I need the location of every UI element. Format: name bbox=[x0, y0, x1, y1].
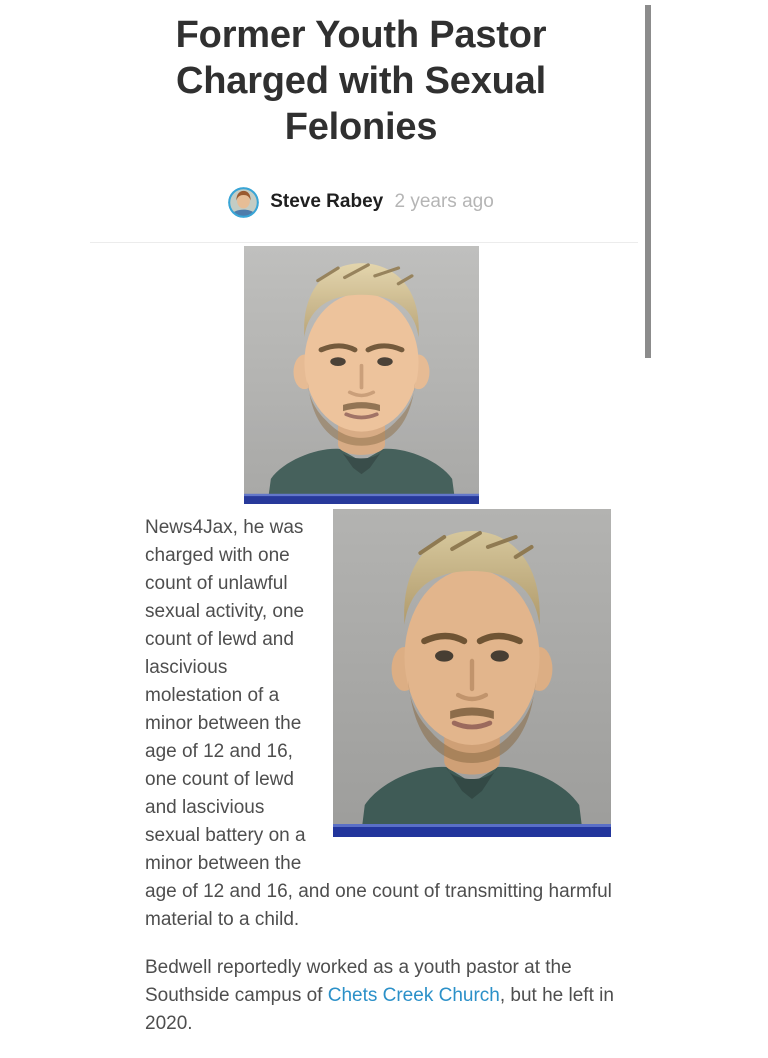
mugshot-photo-1-image bbox=[244, 246, 479, 504]
mugshot-photo-2 bbox=[333, 509, 611, 837]
paragraph-background-text-start: Bedwell reportedly worked as a youth pastor at the Southside campus of bbox=[145, 957, 572, 1006]
paragraph-background bbox=[145, 954, 632, 1038]
author-name[interactable]: Steve Rabey bbox=[270, 191, 384, 212]
byline bbox=[90, 186, 632, 218]
scrollbar-thumb[interactable] bbox=[645, 5, 651, 358]
chets-creek-church-link[interactable]: Chets Creek Church bbox=[327, 985, 500, 1006]
page-title: Former Youth Pastor Charged with Sexual Felonies bbox=[175, 14, 547, 148]
scrollbar-track bbox=[645, 0, 651, 1024]
post-timestamp: 2 years ago bbox=[394, 191, 494, 212]
article bbox=[90, 0, 632, 1058]
article-body bbox=[145, 514, 632, 1038]
paragraph-charges: News4Jax, he was charged with one count of unlawful sexual activity, one count of lewd and lascivious molestation of a minor between the age of 12 and 16, one count of lewd and lascivious sexual battery on a minor between the age of 12 and 16, and one count of transmitting harmful material to a child. bbox=[145, 517, 612, 930]
author-avatar-image bbox=[228, 187, 259, 218]
author-avatar[interactable] bbox=[228, 187, 259, 218]
mugshot-photo-2-image bbox=[333, 509, 611, 837]
divider bbox=[90, 242, 638, 243]
paragraph-background-text-end: , but he left in 2020. bbox=[145, 985, 614, 1034]
mugshot-photo-1 bbox=[244, 246, 479, 504]
